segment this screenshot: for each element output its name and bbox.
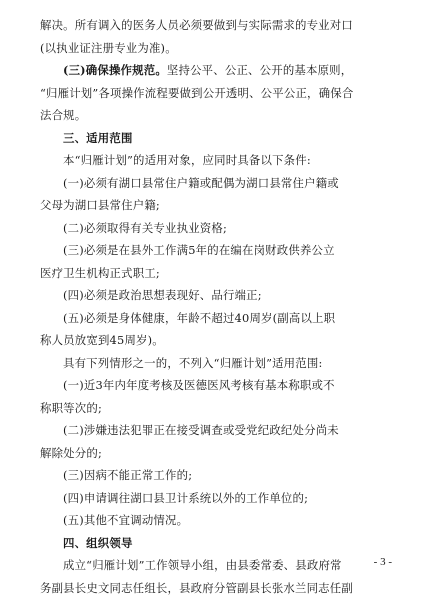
body-line: (五)必须是身体健康，年龄不超过40周岁(副高以上职 bbox=[63, 310, 336, 325]
body-line: (二)必须取得有关专业执业资格; bbox=[63, 220, 228, 235]
body-line: 解决。所有调入的医务人员必须要做到与实际需求的专业对口 bbox=[40, 18, 353, 32]
body-line: “归雁计划”各项操作流程要做到公开透明、公平公正，确保合 bbox=[40, 85, 354, 100]
body-line: 称职等次的; bbox=[40, 400, 102, 415]
bold-lead: (三)确保操作规范。 bbox=[63, 63, 167, 77]
body-line: 务副县长史文同志任组长，县政府分管副县长张水兰同志任副 bbox=[40, 580, 353, 595]
body-line: (四)申请调往湖口县卫计系统以外的工作单位的; bbox=[63, 490, 309, 505]
body-line: 医疗卫生机构正式职工; bbox=[40, 265, 160, 280]
body-line: (二)涉嫌违法犯罪正在接受调查或受党纪政纪处分尚未 bbox=[63, 423, 339, 437]
body-line: (一)近3年内年度考核及医德医风考核有基本称职或不 bbox=[63, 378, 335, 392]
body-line: 具有下列情形之一的，不列入“归雁计划”适用范围: bbox=[63, 355, 323, 370]
body-line-mixed bbox=[40, 59, 398, 82]
body-line: (三)因病不能正常工作的; bbox=[63, 468, 193, 482]
body-line-rest: 坚持公平、公正、公开的基本原则， bbox=[166, 63, 353, 77]
section-heading: 三、适用范围 bbox=[63, 130, 133, 145]
body-line: 父母为湖口县常住户籍; bbox=[40, 198, 160, 212]
body-line: 成立“归雁计划”工作领导小组，由县委常委、县政府常 bbox=[63, 558, 342, 572]
body-line: (五)其他不宜调动情况。 bbox=[63, 513, 189, 527]
body-line: (三)必须是在县外工作满5年的在编在岗财政供养公立 bbox=[63, 243, 335, 257]
section-heading: 四、组织领导 bbox=[63, 535, 133, 550]
page-number: - 3 - bbox=[373, 556, 392, 568]
body-line: (一)必须有湖口县常住户籍或配偶为湖口县常住户籍或 bbox=[63, 175, 339, 190]
body-line: 解除处分的; bbox=[40, 445, 102, 460]
body-line: (四)必须是政治思想表现好、品行端正; bbox=[63, 288, 262, 302]
body-line: (以执业证注册专业为准)。 bbox=[40, 40, 177, 55]
body-line: 本“归雁计划”的适用对象，应同时具备以下条件: bbox=[63, 153, 311, 167]
body-line: 法合规。 bbox=[40, 108, 87, 122]
body-line: 称人员放宽到45周岁)。 bbox=[40, 333, 164, 347]
